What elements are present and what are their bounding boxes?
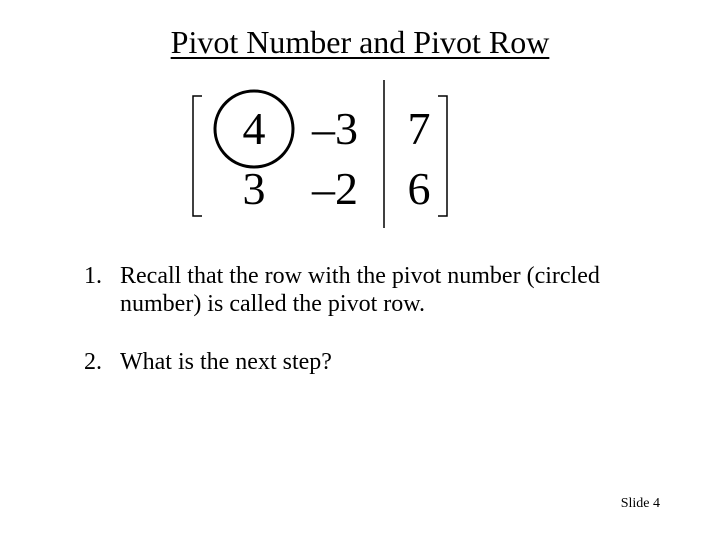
matrix-cell-r1c3: 7 <box>407 103 431 154</box>
list-item-text: Recall that the row with the pivot number (circled number) is called the pivot row. <box>120 263 600 317</box>
slide-number: Slide 4 <box>620 496 660 511</box>
matrix-cell-r2c2: –2 <box>312 163 358 214</box>
matrix-cell-r1c1: 4 <box>242 103 266 154</box>
matrix-cell-r2c3: 6 <box>407 163 431 214</box>
matrix-cell-r2c1: 3 <box>242 163 266 214</box>
slide-title-text: Pivot Number and Pivot Row <box>170 24 550 60</box>
list-item <box>84 262 644 318</box>
numbered-list <box>84 262 644 406</box>
list-item <box>84 348 644 376</box>
list-item-number: 2. <box>84 349 102 375</box>
matrix-left-bracket <box>193 96 202 216</box>
list-item-number: 1. <box>84 263 102 289</box>
matrix-cell-r1c2: –3 <box>312 103 358 154</box>
list-item-text: What is the next step? <box>120 349 332 375</box>
